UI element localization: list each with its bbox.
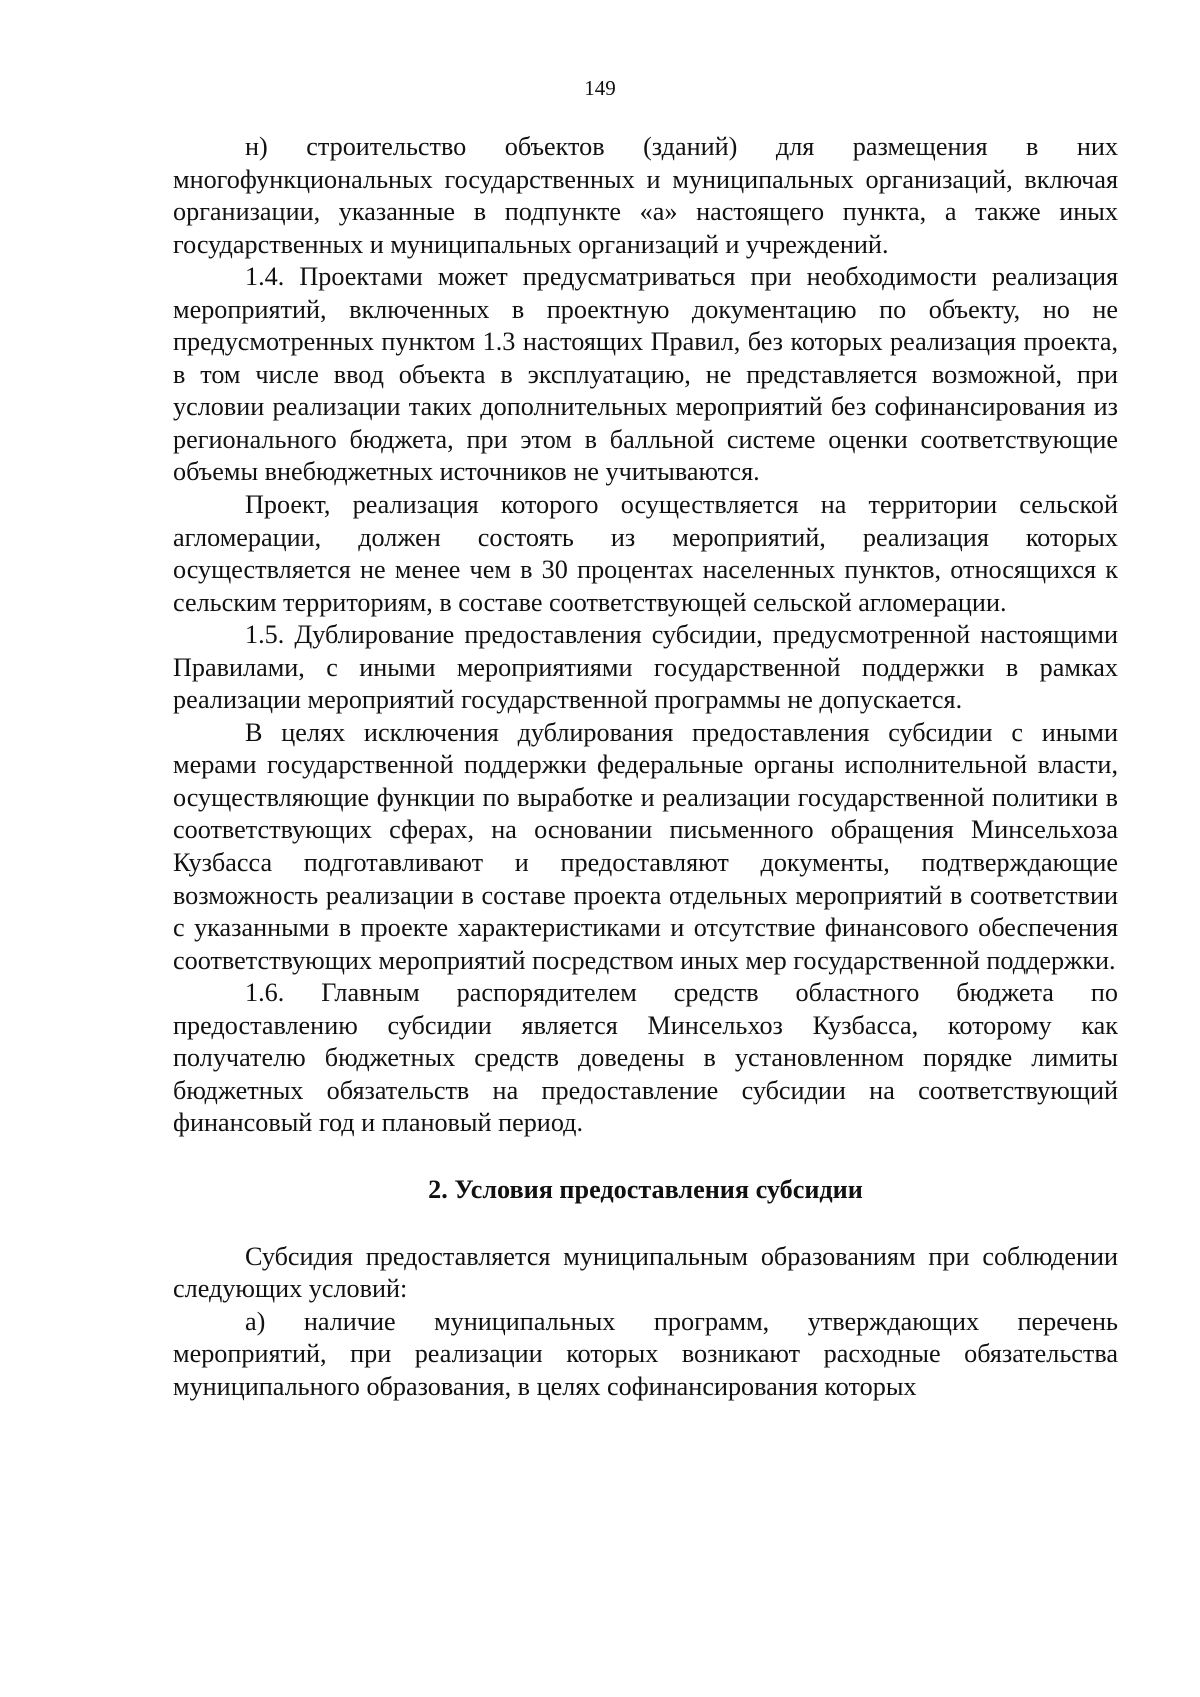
- paragraph-1-6: 1.6. Главным распорядителем средств областного бюджета по предоставлению субсидии является Минсельхоз Кузбасса, которому как получателю бюджетных средств доведены в установленном порядке лимиты бюджетных обязательств на предоставление субсидии на соответствующий финансовый год и плановый период.: [173, 978, 1118, 1138]
- paragraph-1-5: 1.5. Дублирование предоставления субсидии, предусмотренной настоящими Правилами, с иными мероприятиями государственной поддержки в рамках реализации мероприятий государственной программы не допускается.: [173, 620, 1118, 715]
- paragraph-condition-a: а) наличие муниципальных программ, утверждающих перечень мероприятий, при реализации которых возникают расходные обязательства муниципального образования, в целях софинансирования которых: [173, 1306, 1118, 1401]
- page-number: 149: [584, 76, 616, 100]
- document-body: [173, 131, 1118, 1403]
- paragraph-conditions-intro: Субсидия предоставляется муниципальным образованиям при соблюдении следующих условий:: [173, 1241, 1118, 1304]
- section-heading: 2. Условия предоставления субсидии: [428, 1174, 863, 1204]
- paragraph-item-n: н) строительство объектов (зданий) для размещения в них многофункциональных государственных и муниципальных организаций, включая организации, указанные в подпункте «а» настоящего пункта, а также иных государственных и муниципальных организаций и учреждений.: [173, 132, 1118, 259]
- paragraph-1-4: 1.4. Проектами может предусматриваться при необходимости реализация мероприятий, включенных в проектную документацию по объекту, но не предусмотренных пунктом 1.3 настоящих Правил, без которых реализация проекта, в том числе ввод объекта в эксплуатацию, не представляется возможной, при условии реализации таких дополнительных мероприятий без софинансирования из регионального бюджета, при этом в балльной системе оценки соответствующие объемы внебюджетных источников не учитываются.: [173, 262, 1118, 487]
- paragraph-duplication: В целях исключения дублирования предоставления субсидии с иными мерами государственной поддержки федеральные органы исполнительной власти, осуществляющие функции по выработке и реализации государственной политики в соответствующих сферах, на основании письменного обращения Минсельхоза Кузбасса подготавливают и предоставляют документы, подтверждающие возможность реализации в составе проекта отдельных мероприятий в соответствии с указанными в проекте характеристиками и отсутствие финансового обеспечения соответствующих мероприятий посредством иных мер государственной поддержки.: [173, 717, 1118, 975]
- paragraph-agglomeration: Проект, реализация которого осуществляется на территории сельской агломерации, должен состоять из мероприятий, реализация которых осуществляется не менее чем в 30 процентах населенных пунктов, относящихся к сельским территориям, в составе соответствующей сельской агломерации.: [173, 490, 1118, 617]
